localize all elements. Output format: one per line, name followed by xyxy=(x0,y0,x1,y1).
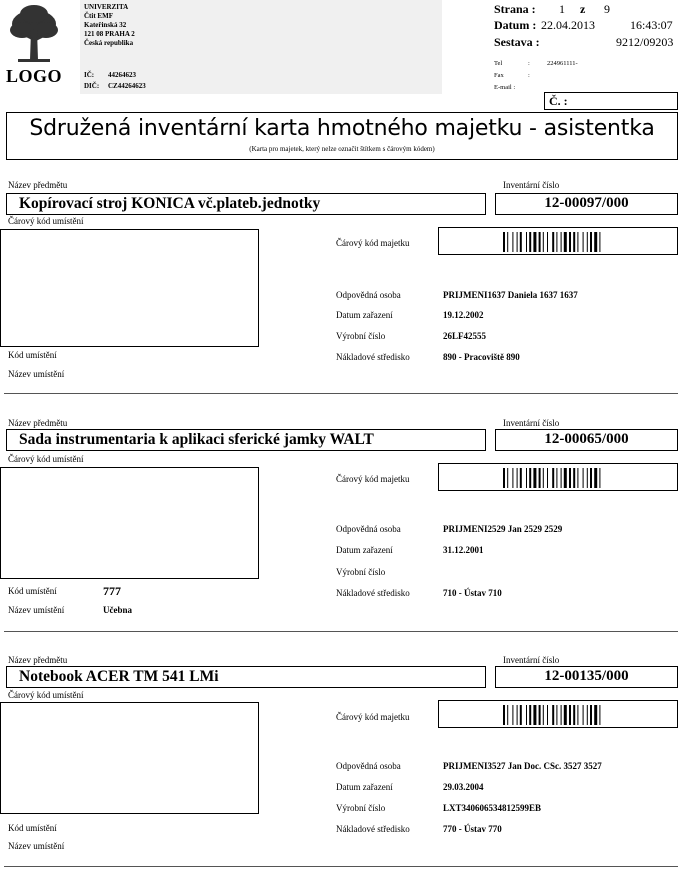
inventory-number: 12-00097/000 xyxy=(544,195,629,211)
item-name-label: Název předmětu xyxy=(8,418,68,428)
asset-barcode-box xyxy=(438,463,678,491)
barcode xyxy=(503,468,673,488)
dic-label: DIČ: xyxy=(84,82,100,90)
item-name-label: Název předmětu xyxy=(8,655,68,665)
number-box xyxy=(544,92,678,110)
organization-block xyxy=(80,0,442,94)
date-added-value: 31.12.2001 xyxy=(443,545,484,555)
location-name-label: Název umístění xyxy=(8,841,65,851)
tel-label: Tel xyxy=(494,60,503,67)
date-added-label: Datum zařazení xyxy=(336,782,393,792)
serial-value: 26LF42555 xyxy=(443,331,487,341)
date-added-label: Datum zařazení xyxy=(336,545,393,555)
cost-center-value: 890 - Pracoviště 890 xyxy=(443,352,520,362)
inventory-number-box xyxy=(495,429,678,451)
org-line: Kateřinská 32 xyxy=(84,21,127,29)
tel-sep: : xyxy=(528,60,530,67)
location-barcode-label: Čárový kód umístění xyxy=(8,216,84,226)
org-line: Čtit EMF xyxy=(84,12,113,20)
item-name-box xyxy=(6,666,486,688)
location-barcode-box xyxy=(0,467,259,579)
date-added-value: 19.12.2002 xyxy=(443,310,484,320)
responsible-label: Odpovědná osoba xyxy=(336,761,401,771)
date-added-value: 29.03.2004 xyxy=(443,782,484,792)
date-value: 22.04.2013 xyxy=(541,18,595,32)
report-value: 9212/09203 xyxy=(616,35,674,49)
date-added-label: Datum zařazení xyxy=(336,310,393,320)
location-code-label: Kód umístění xyxy=(8,823,57,833)
dic-value: CZ44264623 xyxy=(108,82,146,90)
inventory-number-box xyxy=(495,193,678,215)
location-code-label: Kód umístění xyxy=(8,586,57,596)
inventory-number: 12-00065/000 xyxy=(544,431,629,447)
email-label: E-mail : xyxy=(494,84,516,91)
item-name: Kopírovací stroj KONICA vč.plateb.jednotky xyxy=(19,195,321,212)
page-total: 9 xyxy=(604,2,610,16)
separator xyxy=(4,631,678,632)
inventory-number-label: Inventární číslo xyxy=(503,180,560,190)
location-code-label: Kód umístění xyxy=(8,350,57,360)
serial-value: LXT340606534812599EB xyxy=(443,803,542,813)
location-barcode-box xyxy=(0,229,259,347)
ic-value: 44264623 xyxy=(108,71,136,79)
number-label: Č. : xyxy=(549,94,568,108)
cost-center-label: Nákladové středisko xyxy=(336,588,410,598)
cost-center-value: 710 - Ústav 710 xyxy=(443,588,502,598)
asset-barcode-label: Čárový kód majetku xyxy=(336,712,410,722)
cost-center-label: Nákladové středisko xyxy=(336,352,410,362)
page-title: Sdružená inventární karta hmotného majetku - asistentka xyxy=(29,116,655,141)
asset-card xyxy=(0,655,680,870)
responsible-label: Odpovědná osoba xyxy=(336,290,401,300)
location-name-label: Název umístění xyxy=(8,369,65,379)
asset-card xyxy=(0,418,680,648)
cost-center-label: Nákladové středisko xyxy=(336,824,410,834)
barcode xyxy=(503,705,673,725)
inventory-number: 12-00135/000 xyxy=(544,668,629,684)
fax-label: Fax xyxy=(494,72,504,79)
serial-label: Výrobní číslo xyxy=(336,567,386,577)
cost-center-value: 770 - Ústav 770 xyxy=(443,824,502,834)
responsible-value: PRIJMENI3527 Jan Doc. CSc. 3527 3527 xyxy=(443,761,602,771)
inventory-number-label: Inventární číslo xyxy=(503,655,560,665)
report-label: Sestava : xyxy=(494,35,540,49)
location-barcode-box xyxy=(0,702,259,814)
location-name-value: Učebna xyxy=(103,605,132,615)
location-barcode-label: Čárový kód umístění xyxy=(8,454,84,464)
item-name-box xyxy=(6,429,486,451)
page-subtitle: (Karta pro majetek, který nelze označit štítkem s čárovým kódem) xyxy=(249,145,435,153)
tel-value: 224961111- xyxy=(547,60,578,67)
page-of: z xyxy=(580,2,586,16)
responsible-value: PRIJMENI1637 Daniela 1637 1637 xyxy=(443,290,578,300)
page-label: Strana : xyxy=(494,2,536,16)
item-name: Sada instrumentaria k aplikaci sferické jamky WALT xyxy=(19,431,374,448)
item-name: Notebook ACER TM 541 LMi xyxy=(19,668,219,685)
asset-barcode-box xyxy=(438,700,678,728)
item-name-label: Název předmětu xyxy=(8,180,68,190)
tree-icon xyxy=(4,4,64,66)
separator xyxy=(4,866,678,867)
ic-label: IČ: xyxy=(84,71,95,79)
location-code-value: 777 xyxy=(103,584,121,598)
time-value: 16:43:07 xyxy=(630,18,673,32)
org-line: UNIVERZITA xyxy=(84,3,129,11)
logo-text: LOGO xyxy=(6,66,63,86)
barcode xyxy=(503,232,673,252)
inventory-number-box xyxy=(495,666,678,688)
inventory-number-label: Inventární číslo xyxy=(503,418,560,428)
page-current: 1 xyxy=(559,2,565,16)
location-name-label: Název umístění xyxy=(8,605,65,615)
item-name-box xyxy=(6,193,486,215)
org-line: 121 08 PRAHA 2 xyxy=(84,30,135,38)
asset-card xyxy=(0,180,680,410)
responsible-value: PRIJMENI2529 Jan 2529 2529 xyxy=(443,524,563,534)
org-line: Česká republika xyxy=(84,39,134,47)
serial-label: Výrobní číslo xyxy=(336,803,386,813)
date-label: Datum : xyxy=(494,18,537,32)
separator xyxy=(4,393,678,394)
asset-barcode-label: Čárový kód majetku xyxy=(336,474,410,484)
location-barcode-label: Čárový kód umístění xyxy=(8,690,84,700)
serial-label: Výrobní číslo xyxy=(336,331,386,341)
asset-barcode-label: Čárový kód majetku xyxy=(336,238,410,248)
asset-barcode-box xyxy=(438,227,678,255)
responsible-label: Odpovědná osoba xyxy=(336,524,401,534)
fax-sep: : xyxy=(528,72,530,79)
